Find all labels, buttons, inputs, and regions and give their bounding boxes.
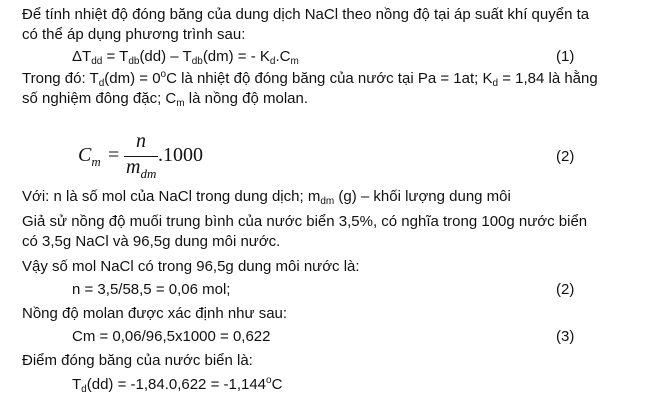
equation-1-number: (1) [556,48,575,65]
formula-numerator: n [136,130,146,152]
formula-denominator: $m_{dm}$ [126,156,157,181]
equation-1: $\Delta T_{dd} = T_{db}(dd) - T_{db}(dm)$ = - $K_d.C_m$ [72,48,299,67]
equation-3-number: (2) [556,281,575,298]
formula-multiplier: .1000 [158,144,203,166]
paragraph-line: Điểm đóng băng của nước biển là: [22,352,253,369]
paragraph-line: Nồng độ molan được xác định như sau: [22,305,288,322]
paragraph-line: có 3,5g NaCl và 96,5g dung môi nước. [22,233,281,250]
formula-symbol-c: $C_m$ [78,144,101,169]
paragraph-line: Trong đó: $T_d(dm) = 0^oC$ là nhiệt độ đóng băng của nước tại Pa = 1at; $K_d = 1,84$ là hằng [22,69,598,89]
paragraph-line: Với: n là số mol của NaCl trong dung dịch; $m_{dm}$ (g) – khối lượng dung môi [22,188,511,207]
equation-2-number: (2) [556,148,575,165]
paragraph-line: Vậy số mol NaCl có trong 96,5g dung môi nước là: [22,258,360,275]
equation-4: Cm = 0,06/96,5x1000 = 0,622 [72,328,271,345]
paragraph-line: có thể áp dụng phương trình sau: [22,26,246,43]
paragraph-line: Giả sử nồng độ muối trung bình của nước biển 3,5%, có nghĩa trong 100g nước biển [22,213,588,230]
molality-formula [78,130,238,184]
formula-equals: = [108,144,120,166]
equation-4-number: (3) [556,328,575,345]
equation-5: $T_d(dd) = -1,84.0,622 = -1,144^oC$ [72,375,283,395]
paragraph-line: Để tính nhiệt độ đóng băng của dung dịch NaCl theo nồng độ tại áp suất khí quyển ta [22,6,590,23]
equation-3: n = 3,5/58,5 = 0,06 mol; [72,281,231,298]
paragraph-line: số nghiệm đông đặc; $C_m$ là nồng độ molan. [22,90,309,109]
